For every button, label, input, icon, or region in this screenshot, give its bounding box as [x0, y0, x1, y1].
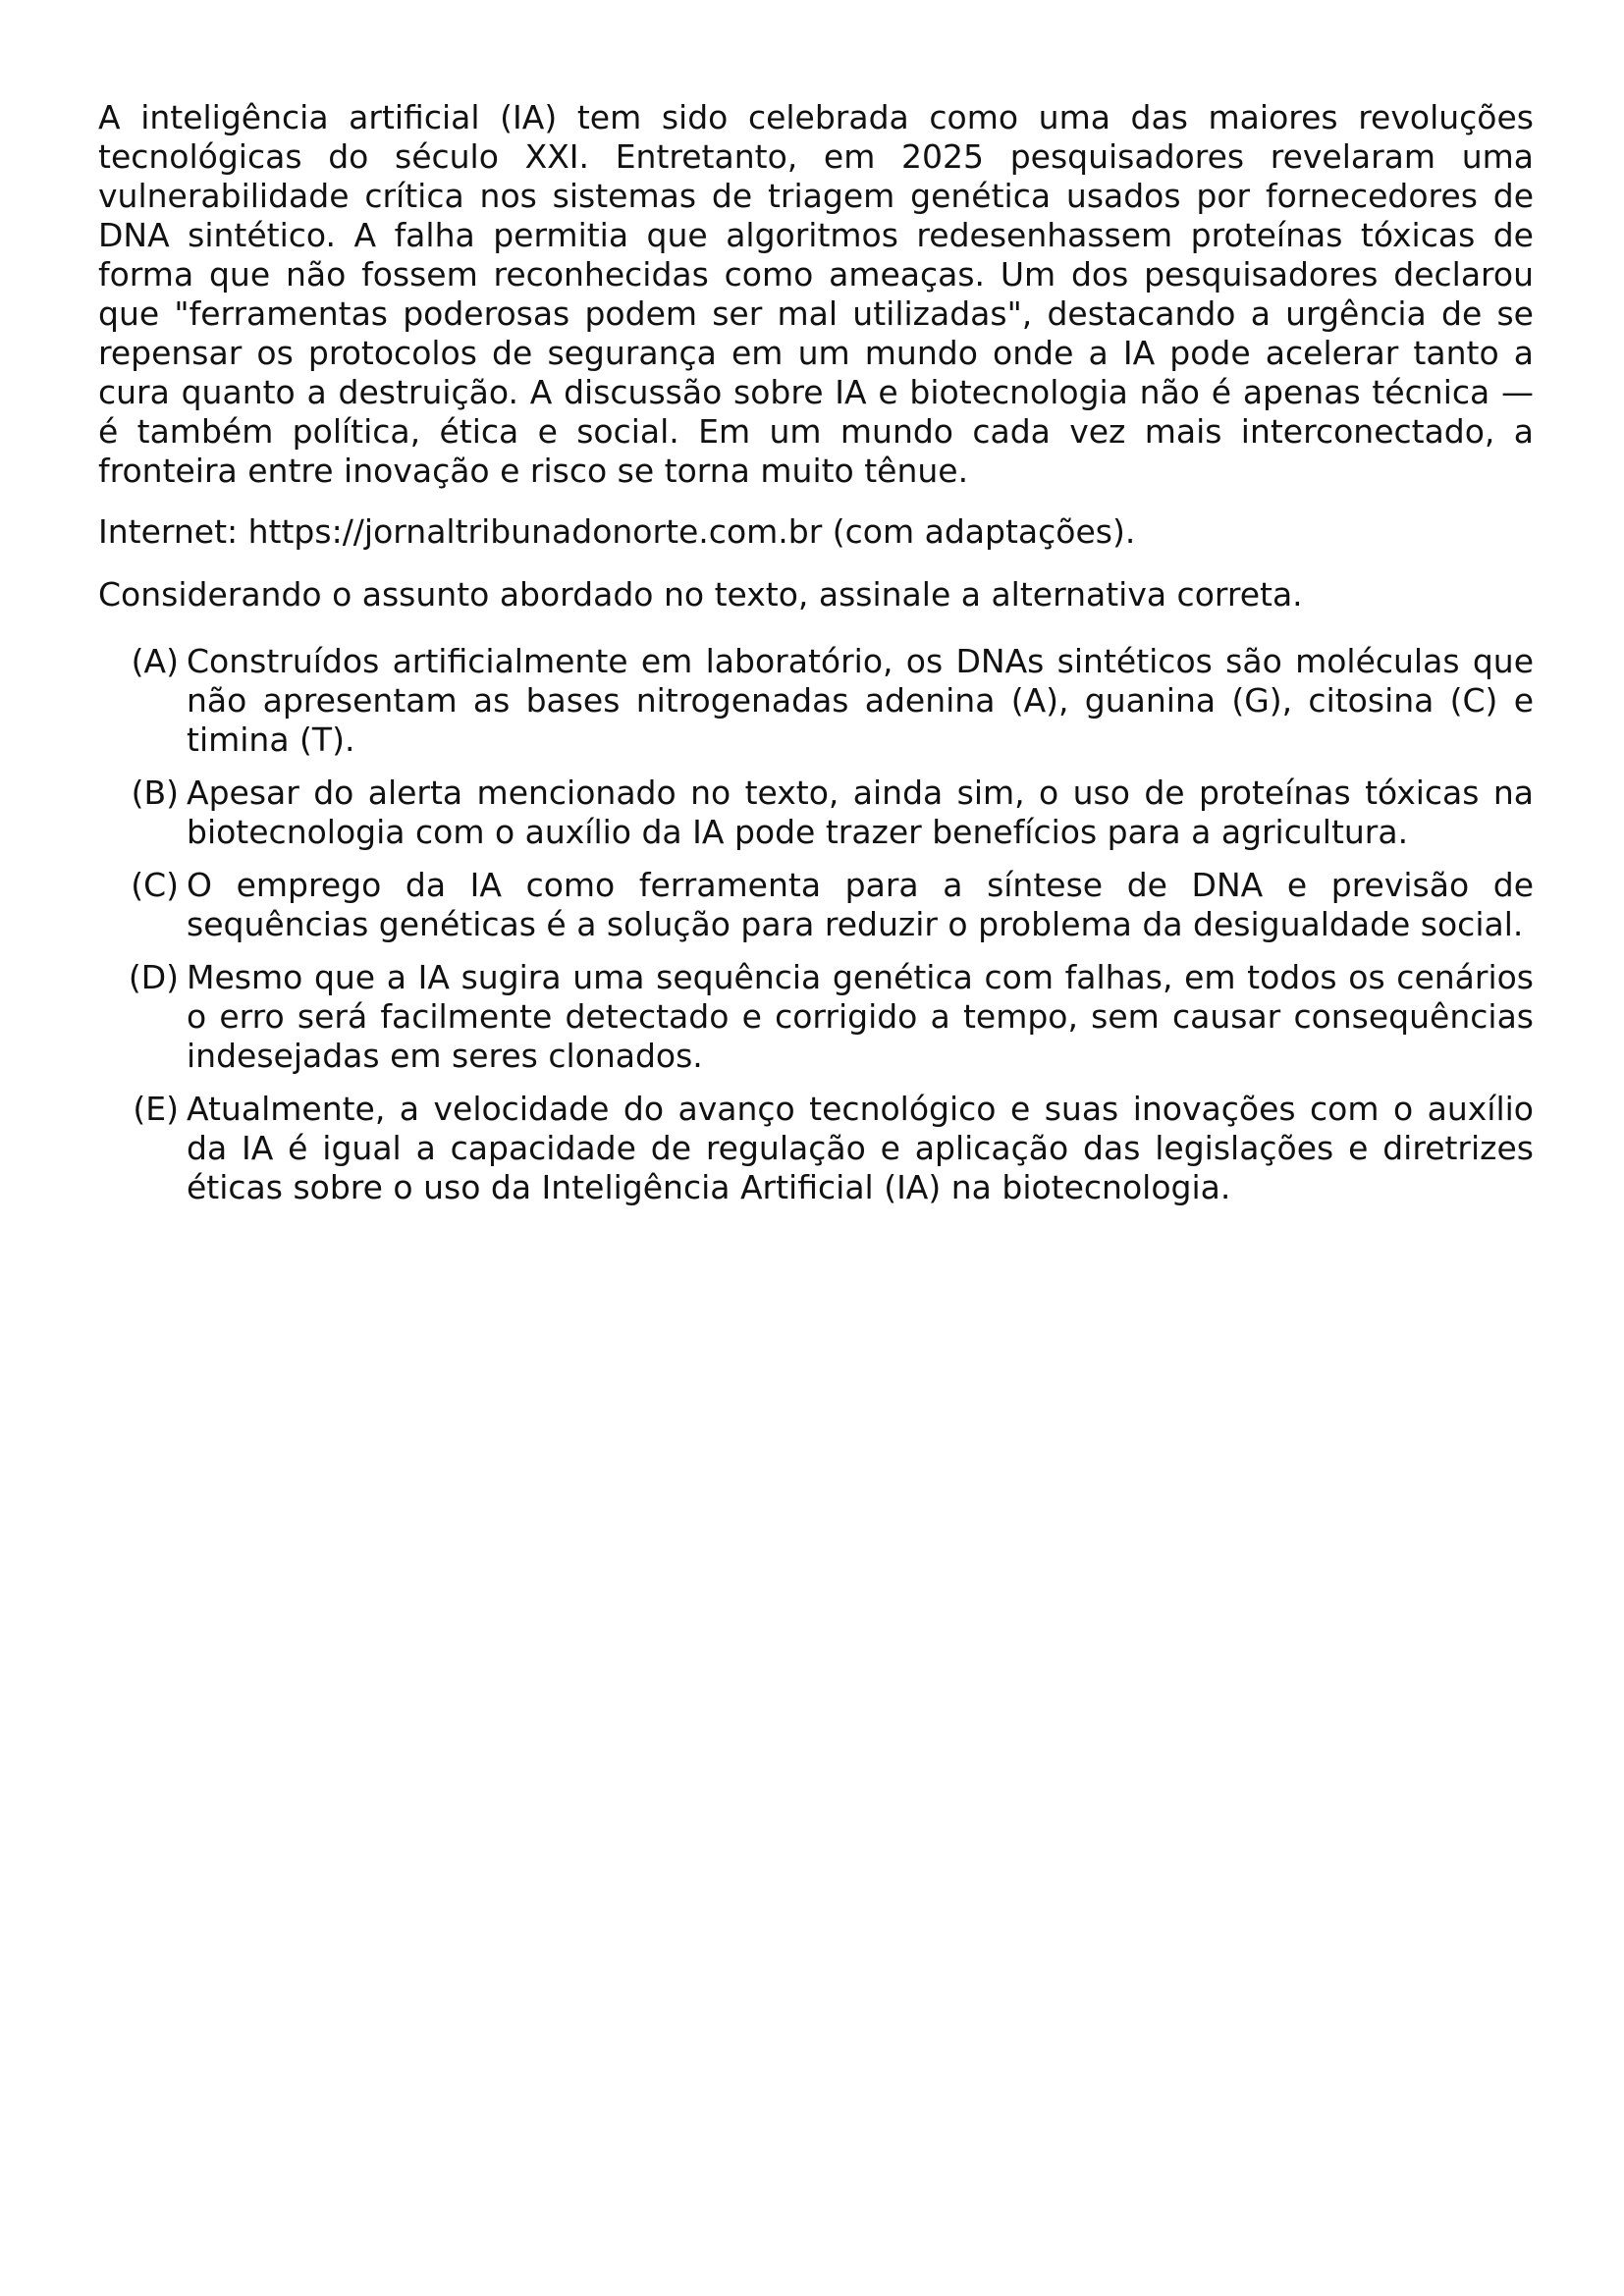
option-b[interactable]: [98, 774, 1534, 852]
option-letter: (D): [128, 958, 179, 996]
document-page: [98, 98, 1534, 1221]
option-letter: (E): [133, 1090, 179, 1128]
option-text: Apesar do alerta mencionado no texto, ainda sim, o uso de proteínas tóxicas na biotecnologia com o auxílio da IA pode trazer benefícios para a agricultura.: [187, 774, 1534, 851]
option-text: O emprego da IA como ferramenta para a síntese de DNA e previsão de sequências genéticas é a solução para reduzir o problema da desigualdade social.: [187, 866, 1534, 943]
option-e[interactable]: [98, 1090, 1534, 1207]
answer-options: [98, 642, 1534, 1207]
option-a[interactable]: [98, 642, 1534, 760]
question-prompt: Considerando o assunto abordado no texto, assinale a alternativa correta.: [98, 575, 1303, 614]
passage-text: A inteligência artificial (IA) tem sido celebrada como uma das maiores revoluções tecnológicas do século XXI. Entretanto, em 2025 pesquisadores revelaram uma vulnerabilidade crítica nos sistemas de triagem genética usados por fornecedores de DNA sintético. A falha permitia que algoritmos redesenhassem proteínas tóxicas de forma que não fossem reconhecidas como ameaças. Um dos pesquisadores declarou que "ferramentas poderosas podem ser mal utilizadas", destacando a urgência de se repensar os protocolos de segurança em um mundo onde a IA pode acelerar tanto a cura quanto a destruição. A discussão sobre IA e biotecnologia não é apenas técnica — é também política, ética e social. Em um mundo cada vez mais interconectado, a fronteira entre inovação e risco se torna muito tênue.: [98, 98, 1534, 490]
option-letter: (C): [131, 866, 179, 904]
option-letter: (B): [131, 774, 179, 812]
option-text: Atualmente, a velocidade do avanço tecnológico e suas inovações com o auxílio da IA é igual a capacidade de regulação e aplicação das legislações e diretrizes éticas sobre o uso da Inteligência Artificial (IA) na biotecnologia.: [187, 1090, 1534, 1206]
option-d[interactable]: [98, 958, 1534, 1076]
source-citation: Internet: https://jornaltribunadonorte.com.br (com adaptações).: [98, 512, 1136, 551]
option-text: Mesmo que a IA sugira uma sequência genética com falhas, em todos os cenários o erro será facilmente detectado e corrigido a tempo, sem causar consequências indesejadas em seres clonados.: [187, 958, 1534, 1075]
option-c[interactable]: [98, 866, 1534, 944]
option-letter: (A): [131, 642, 179, 680]
option-text: Construídos artificialmente em laboratório, os DNAs sintéticos são moléculas que não apresentam as bases nitrogenadas adenina (A), guanina (G), citosina (C) e timina (T).: [187, 642, 1534, 759]
